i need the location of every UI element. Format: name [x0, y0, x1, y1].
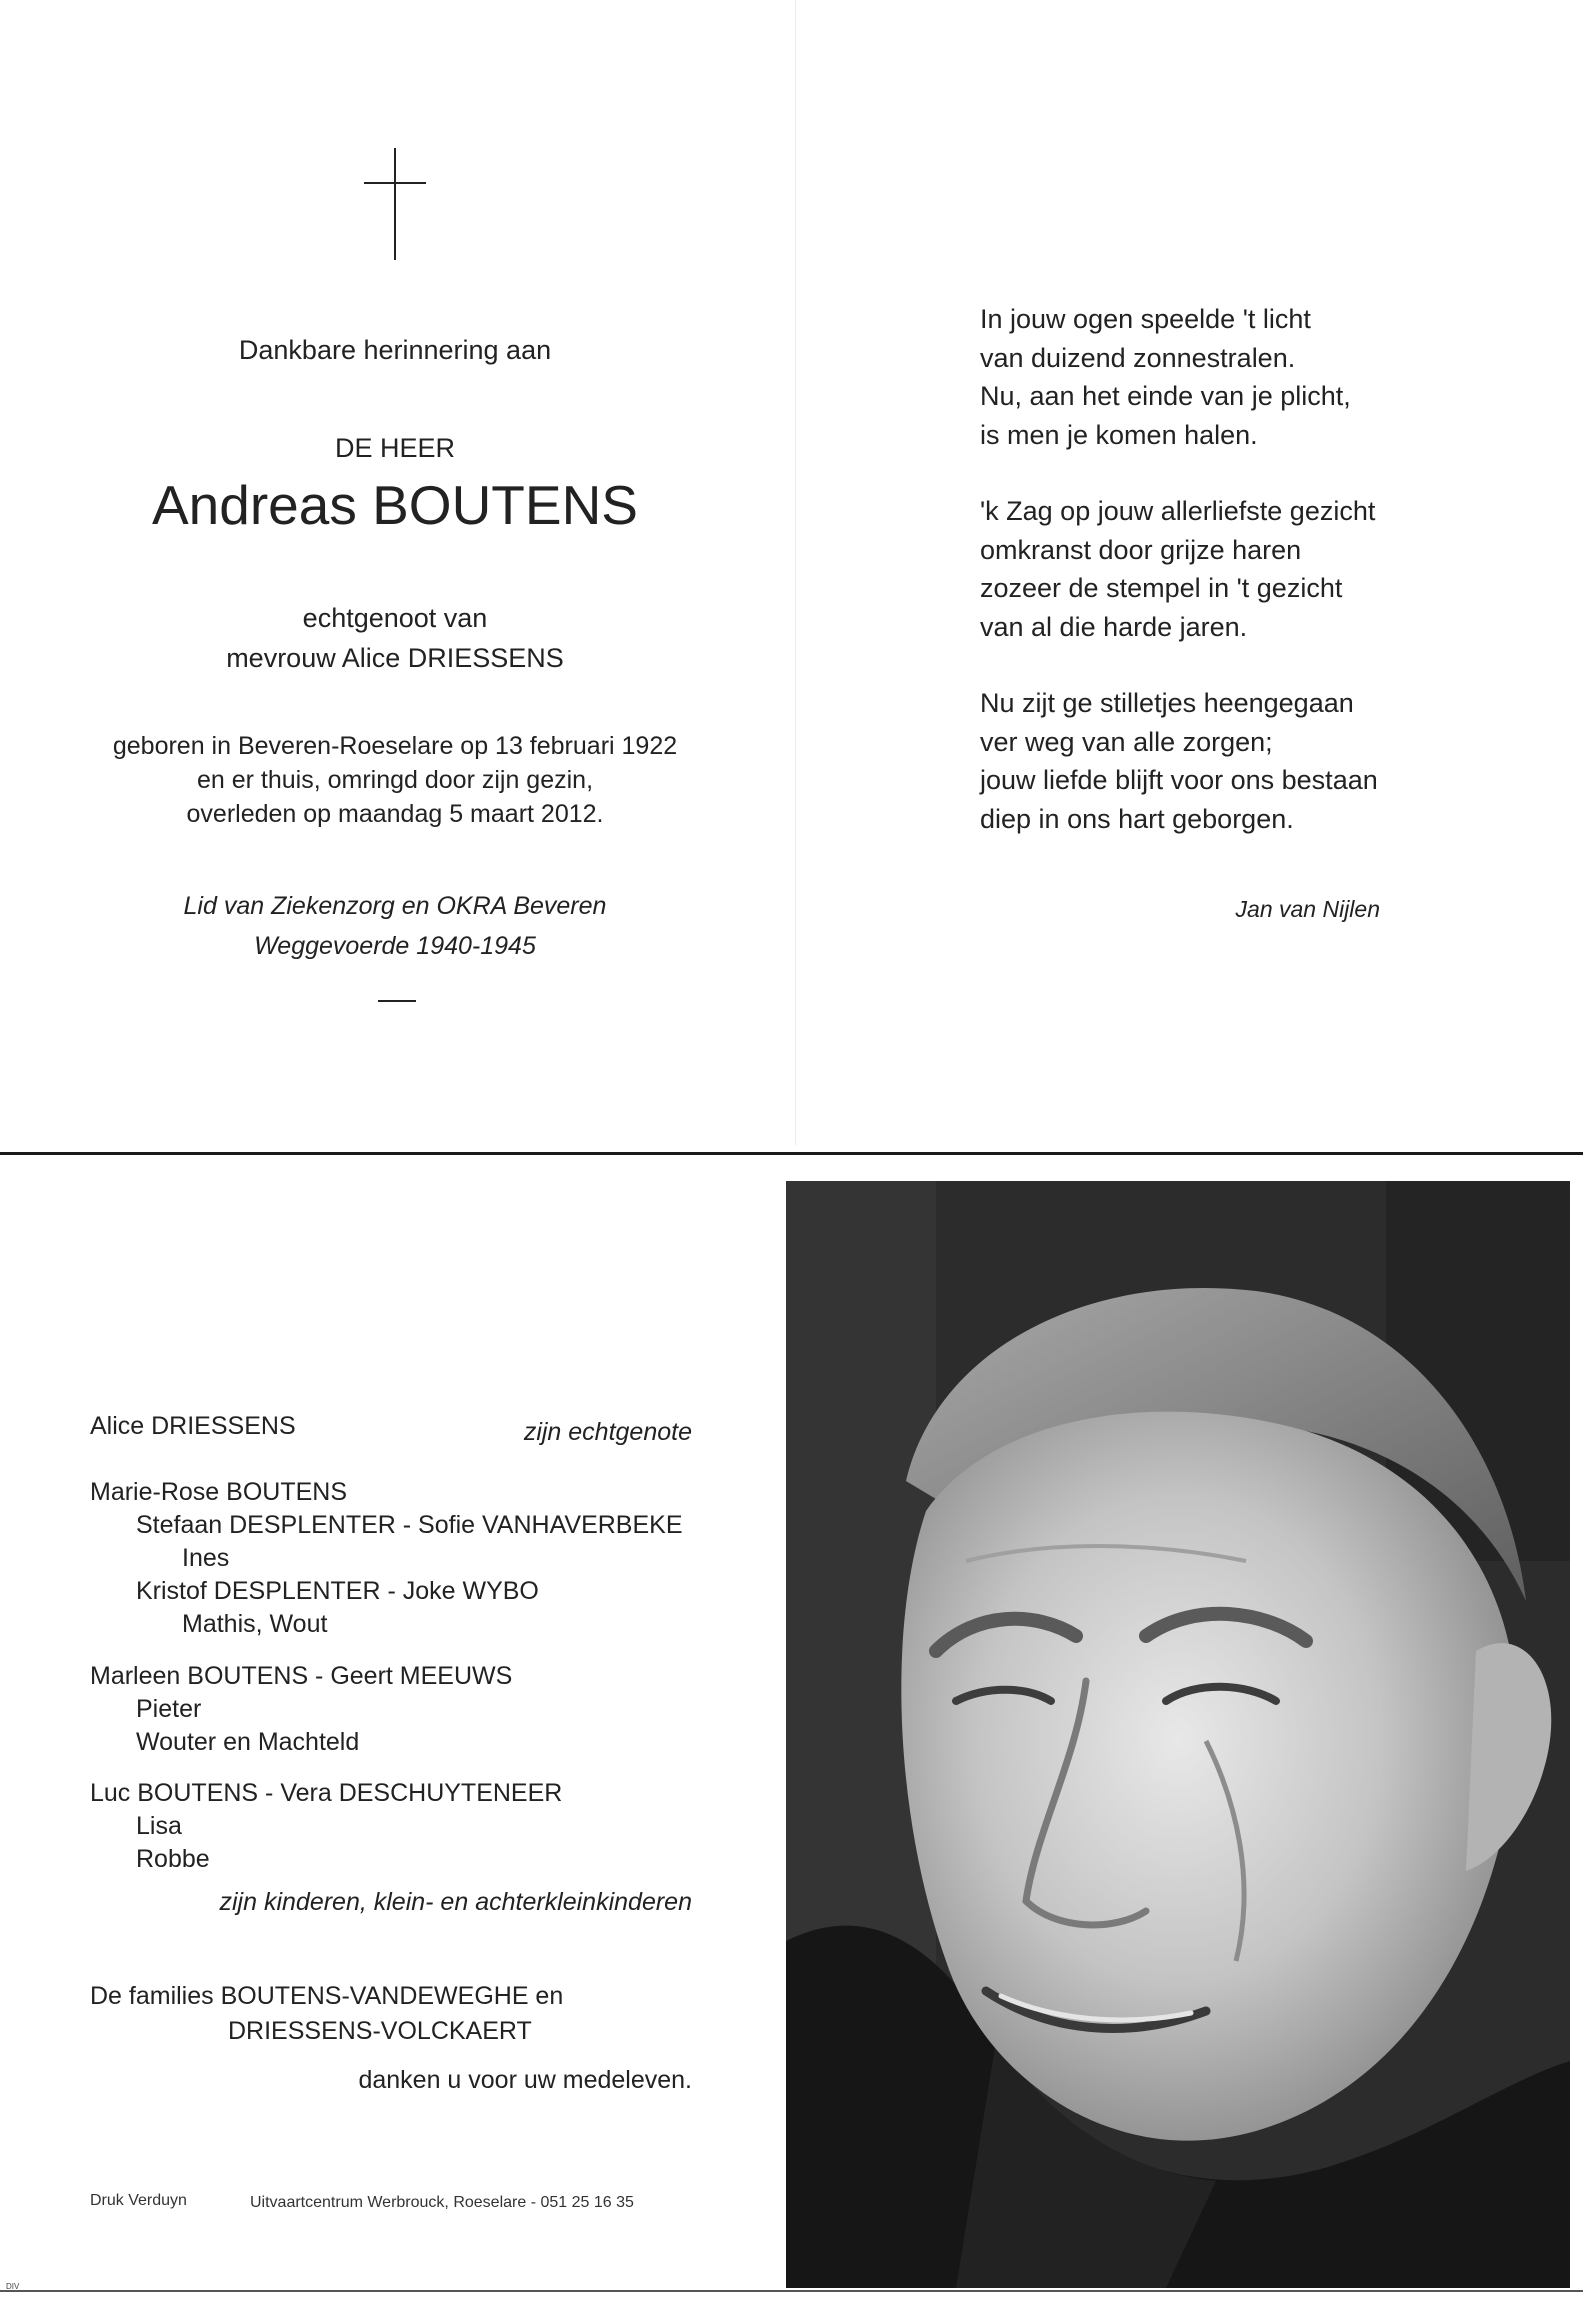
thanks-line: danken u voor uw medeleven. — [358, 2066, 692, 2094]
poem-stanza-3 — [980, 684, 1400, 838]
poem-line: van duizend zonnestralen. — [980, 342, 1296, 373]
portrait-photo — [786, 1181, 1570, 2288]
bottom-edge-line — [0, 2290, 1583, 2292]
family-line: Marie-Rose BOUTENS — [90, 1478, 347, 1506]
families-line-1: De families BOUTENS-VANDEWEGHE en — [90, 1982, 564, 2010]
family-line: Wouter en Machteld — [136, 1728, 360, 1756]
children-role: zijn kinderen, klein- en achterkleinkinderen — [219, 1888, 692, 1916]
poem-line: 'k Zag op jouw allerliefste gezicht — [980, 496, 1376, 526]
vertical-fold-line — [795, 0, 796, 1145]
intro-text: Dankbare herinnering aan — [238, 335, 552, 365]
poem-line: zozeer de stempel in 't gezicht — [980, 573, 1343, 603]
families-line-2: DRIESSENS-VOLCKAERT — [228, 2017, 532, 2045]
corner-mark: DIV — [6, 2282, 20, 2291]
poem-stanza-2 — [980, 492, 1400, 646]
funeral-home-credit: Uitvaartcentrum Werbrouck, Roeselare - 051 25 16 35 — [250, 2194, 634, 2211]
poem-line: jouw liefde blijft voor ons bestaan — [980, 765, 1378, 795]
family-line: Robbe — [136, 1845, 210, 1873]
war-line: Weggevoerde 1940-1945 — [254, 932, 536, 960]
family-line: Kristof DESPLENTER - Joke WYBO — [136, 1577, 539, 1605]
death-line: overleden op maandag 5 maart 2012. — [186, 800, 604, 828]
spouse-role: zijn echtgenote — [523, 1418, 692, 1446]
spouse-line-1: echtgenoot van — [302, 603, 488, 633]
membership-line: Lid van Ziekenzorg en OKRA Beveren — [183, 892, 607, 920]
portrait-illustration — [786, 1181, 1570, 2288]
family-line: Mathis, Wout — [182, 1610, 328, 1638]
deceased-name: Andreas BOUTENS — [151, 474, 638, 536]
family-line: Marleen BOUTENS - Geert MEEUWS — [90, 1662, 513, 1690]
honorific: DE HEER — [334, 433, 456, 463]
poem-line: Nu zijt ge stilletjes heengegaan — [980, 688, 1354, 718]
separator-dash — [378, 1000, 416, 1002]
spouse-name: Alice DRIESSENS — [90, 1412, 296, 1440]
printer-credit: Druk Verduyn — [90, 2192, 187, 2209]
family-line: Ines — [182, 1544, 230, 1572]
poem-line: In jouw ogen speelde 't licht — [980, 304, 1311, 334]
family-line: Pieter — [136, 1695, 202, 1723]
poem-line: is men je komen halen. — [980, 419, 1258, 450]
horizontal-fold-line — [0, 1152, 1583, 1155]
poem-line: Nu, aan het einde van je plicht, — [980, 381, 1351, 411]
family-line: Luc BOUTENS - Vera DESCHUYTENEER — [90, 1779, 563, 1807]
poem — [980, 300, 1400, 876]
family-line: Lisa — [136, 1812, 182, 1840]
poem-line: omkranst door grijze haren — [980, 534, 1302, 565]
poem-stanza-1 — [980, 300, 1400, 454]
spouse-line-2: mevrouw Alice DRIESSENS — [226, 643, 564, 673]
birth-line: geboren in Beveren-Roeselare op 13 februari 1922 — [112, 732, 678, 760]
poem-line: diep in ons hart geborgen. — [980, 803, 1294, 834]
family-line: Stefaan DESPLENTER - Sofie VANHAVERBEKE — [136, 1511, 683, 1539]
poem-line: ver weg van alle zorgen; — [980, 726, 1273, 757]
poem-author: Jan van Nijlen — [1235, 896, 1380, 922]
poem-line: van al die harde jaren. — [980, 611, 1248, 642]
home-line: en er thuis, omringd door zijn gezin, — [196, 766, 594, 794]
